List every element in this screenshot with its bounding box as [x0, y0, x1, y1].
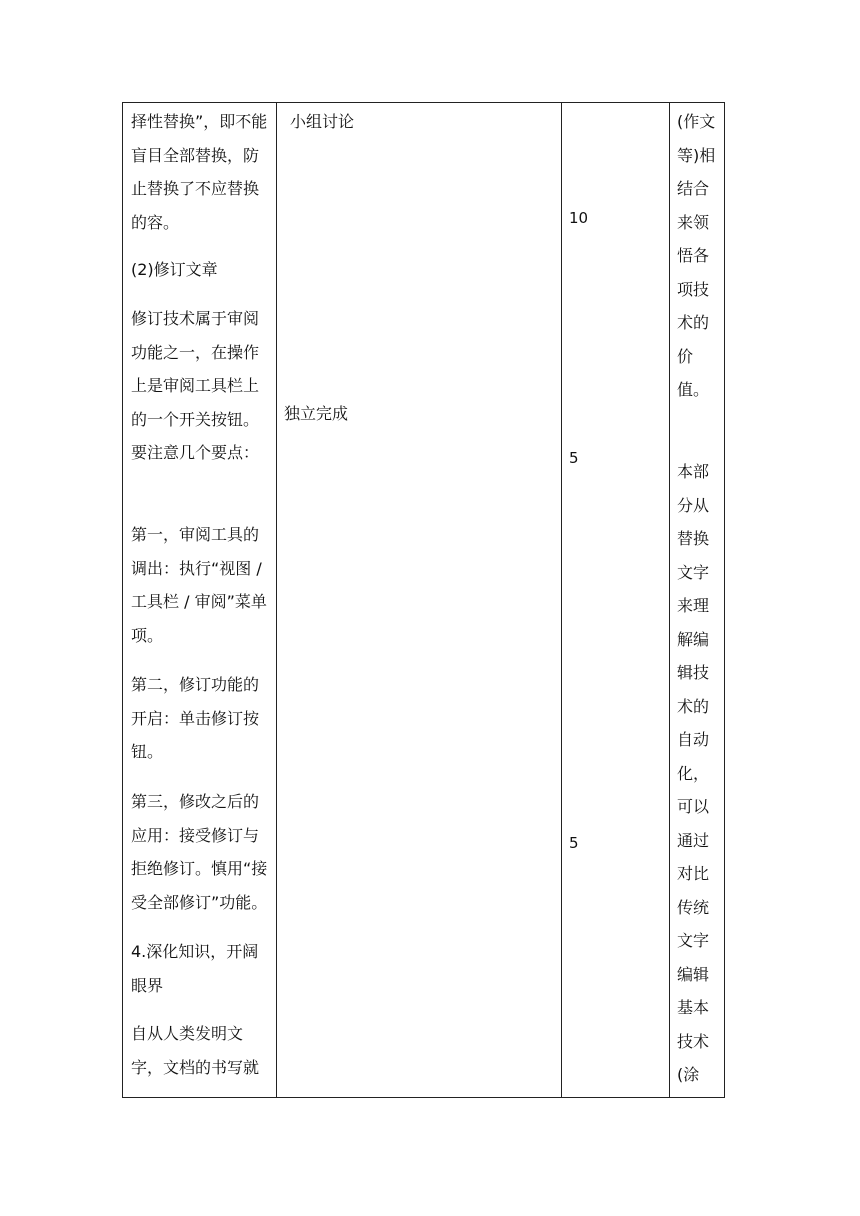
activity-column [276, 103, 561, 1097]
content-paragraph: 第二，修订功能的开启：单击修订按钮。 [131, 675, 260, 761]
design-intent-column [669, 103, 726, 1097]
time-value: 5 [569, 449, 579, 467]
activity-label: 小组讨论 [290, 112, 355, 131]
activity-label: 独立完成 [284, 404, 349, 423]
intent-paragraph: (作文等)相结合来领悟各项技术的价值。 [677, 112, 716, 399]
content-paragraph: 第三，修改之后的应用：接受修订与拒绝修订。慎用“接受全部修订”功能。 [131, 792, 268, 912]
content-paragraph: 修订技术属于审阅功能之一，在操作上是审阅工具栏上的一个开关按钮。要注意几个要点： [131, 309, 260, 462]
content-paragraph: 4.深化知识，开阔眼界 [131, 942, 259, 995]
content-paragraph: (2)修订文章 [131, 260, 218, 279]
content-paragraph: 自从人类发明文字，文档的书写就 [131, 1024, 260, 1077]
time-value: 5 [569, 834, 579, 852]
content-column [123, 103, 276, 1097]
lesson-plan-table [122, 102, 725, 1098]
intent-paragraph: 本部分从替换文字来理解编辑技术的自动化，可以通过对比传统文字编辑基本技术(涂 [677, 462, 710, 1084]
time-value: 10 [569, 209, 589, 227]
content-paragraph: 第一，审阅工具的调出：执行“视图 / 工具栏 / 审阅”菜单项。 [131, 525, 267, 645]
time-column [561, 103, 669, 1097]
content-paragraph: 择性替换”，即不能盲目全部替换，防止替换了不应替换的容。 [131, 112, 268, 232]
